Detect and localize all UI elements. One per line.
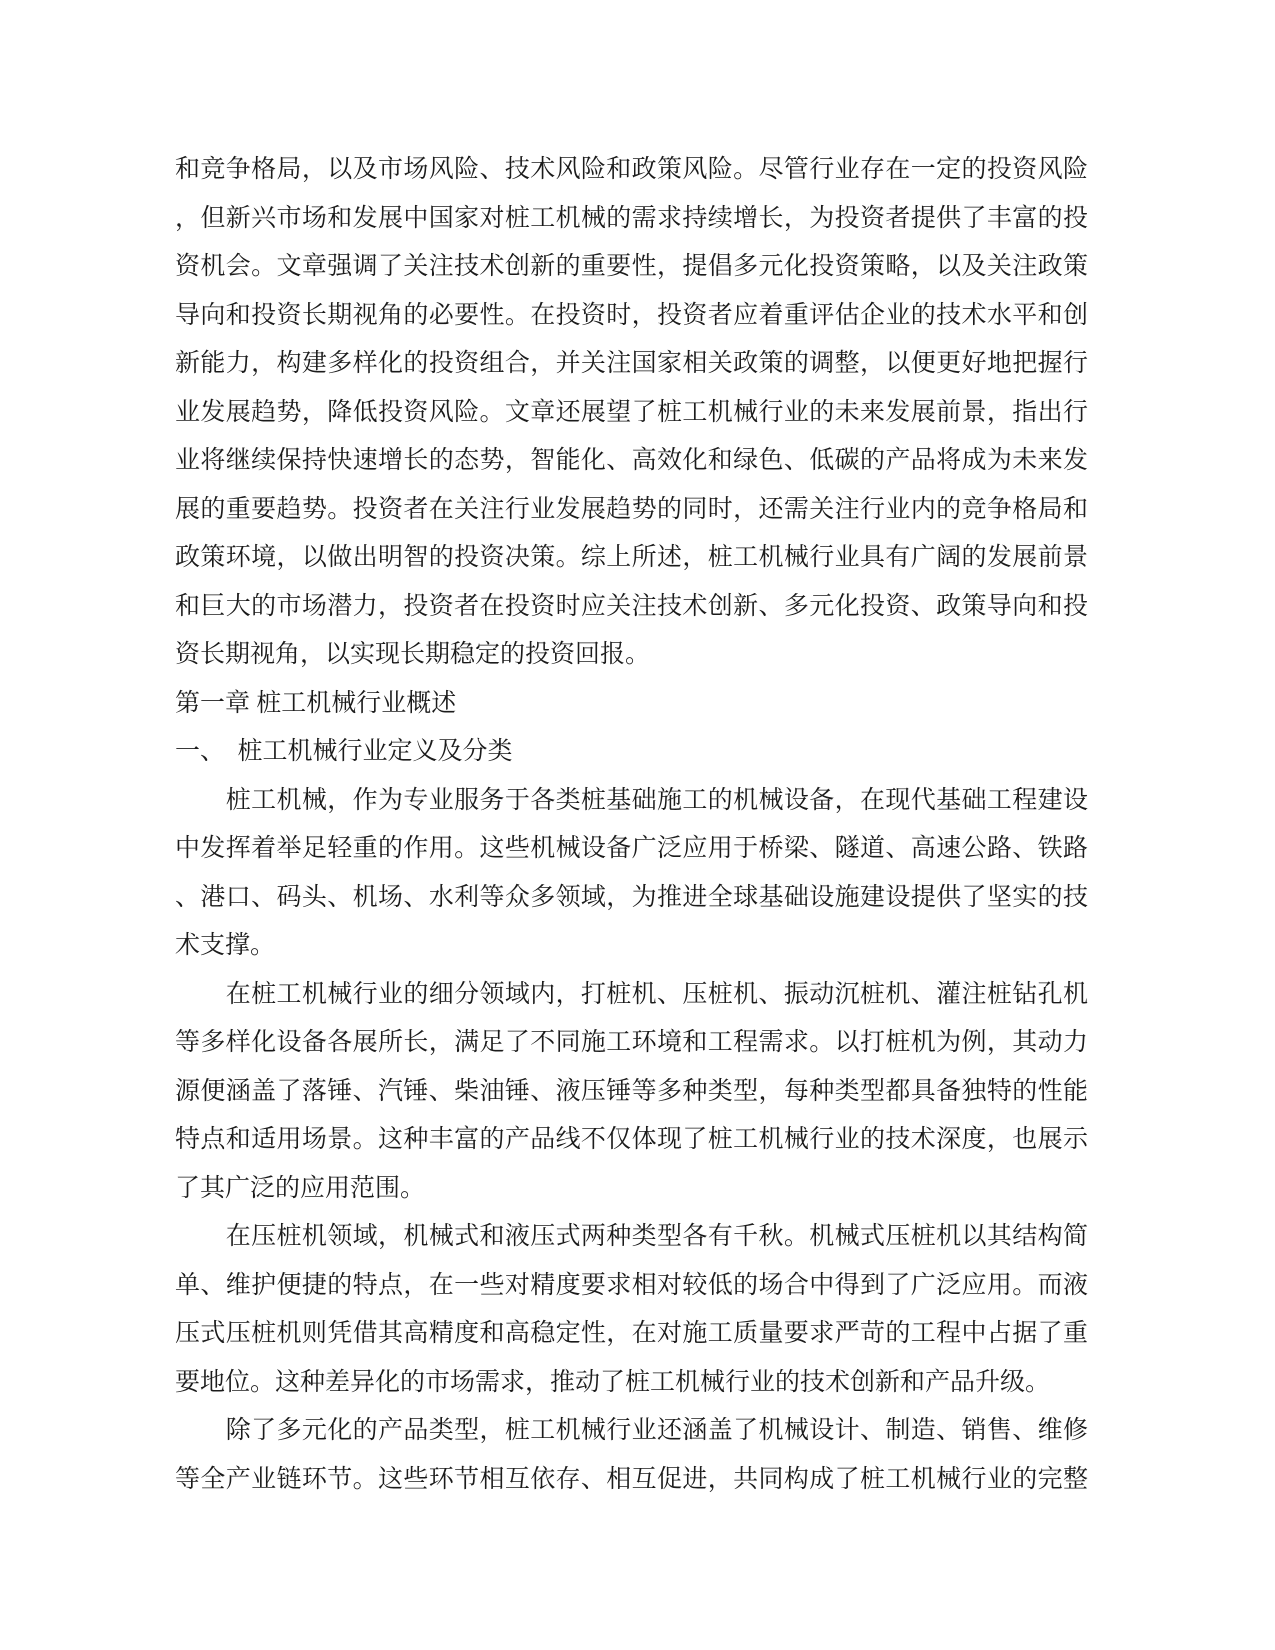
- text-line: 资机会。文章强调了关注技术创新的重要性，提倡多元化投资策略，以及关注政策: [175, 253, 1088, 280]
- text-line: 、港口、码头、机场、水利等众多领域，为推进全球基础设施建设提供了坚实的技: [175, 883, 1088, 911]
- text-line: 在压桩机领域，机械式和液压式两种类型各有千秋。机械式压桩机以其结构简: [175, 1223, 1088, 1250]
- text-line: 展的重要趋势。投资者在关注行业发展趋势的同时，还需关注行业内的竞争格局和: [175, 495, 1088, 523]
- text-line: 等多样化设备各展所长，满足了不同施工环境和工程需求。以打桩机为例，其动力: [175, 1029, 1088, 1056]
- text-line: 桩工机械，作为专业服务于各类桩基础施工的机械设备，在现代基础工程建设: [175, 786, 1088, 814]
- text-line: 中发挥着举足轻重的作用。这些机械设备广泛应用于桥梁、隧道、高速公路、铁路: [175, 835, 1088, 862]
- text-line: 了其广泛的应用范围。: [175, 1174, 426, 1202]
- text-line: 和巨大的市场潜力，投资者在投资时应关注技术创新、多元化投资、政策导向和投: [175, 592, 1088, 620]
- text-line: 在桩工机械行业的细分领域内，打桩机、压桩机、振动沉桩机、灌注桩钻孔机: [175, 980, 1088, 1008]
- text-line: 资长期视角，以实现长期稳定的投资回报。: [175, 641, 651, 668]
- text-line: 除了多元化的产品类型，桩工机械行业还涵盖了机械设计、制造、销售、维修: [175, 1417, 1088, 1444]
- section-heading: 一、 桩工机械行业定义及分类: [175, 738, 513, 765]
- text-line: 特点和适用场景。这种丰富的产品线不仅体现了桩工机械行业的技术深度，也展示: [175, 1126, 1088, 1153]
- text-line: 等全产业链环节。这些环节相互依存、相互促进，共同构成了桩工机械行业的完整: [175, 1465, 1088, 1493]
- text-line: 业发展趋势，降低投资风险。文章还展望了桩工机械行业的未来发展前景，指出行: [175, 398, 1088, 426]
- chapter-heading: 第一章 桩工机械行业概述: [175, 689, 457, 717]
- text-line: 和竞争格局，以及市场风险、技术风险和政策风险。尽管行业存在一定的投资风险: [175, 156, 1088, 183]
- text-line: 政策环境，以做出明智的投资决策。综上所述，桩工机械行业具有广阔的发展前景: [175, 544, 1088, 571]
- text-line: 业将继续保持快速增长的态势，智能化、高效化和绿色、低碳的产品将成为未来发: [175, 447, 1088, 474]
- text-line: ，但新兴市场和发展中国家对桩工机械的需求持续增长，为投资者提供了丰富的投: [175, 204, 1088, 232]
- text-line: 要地位。这种差异化的市场需求，推动了桩工机械行业的技术创新和产品升级。: [175, 1368, 1051, 1396]
- text-line: 单、维护便捷的特点，在一些对精度要求相对较低的场合中得到了广泛应用。而液: [175, 1271, 1088, 1299]
- text-line: 术支撑。: [175, 932, 276, 959]
- text-line: 压式压桩机则凭借其高精度和高稳定性，在对施工质量要求严苛的工程中占据了重: [175, 1320, 1088, 1347]
- text-line: 源便涵盖了落锤、汽锤、柴油锤、液压锤等多种类型，每种类型都具备独特的性能: [175, 1077, 1088, 1105]
- text-line: 导向和投资长期视角的必要性。在投资时，投资者应着重评估企业的技术水平和创: [175, 301, 1088, 329]
- document-text-block: [175, 146, 1088, 1504]
- text-line: 新能力，构建多样化的投资组合，并关注国家相关政策的调整，以便更好地把握行: [175, 350, 1088, 377]
